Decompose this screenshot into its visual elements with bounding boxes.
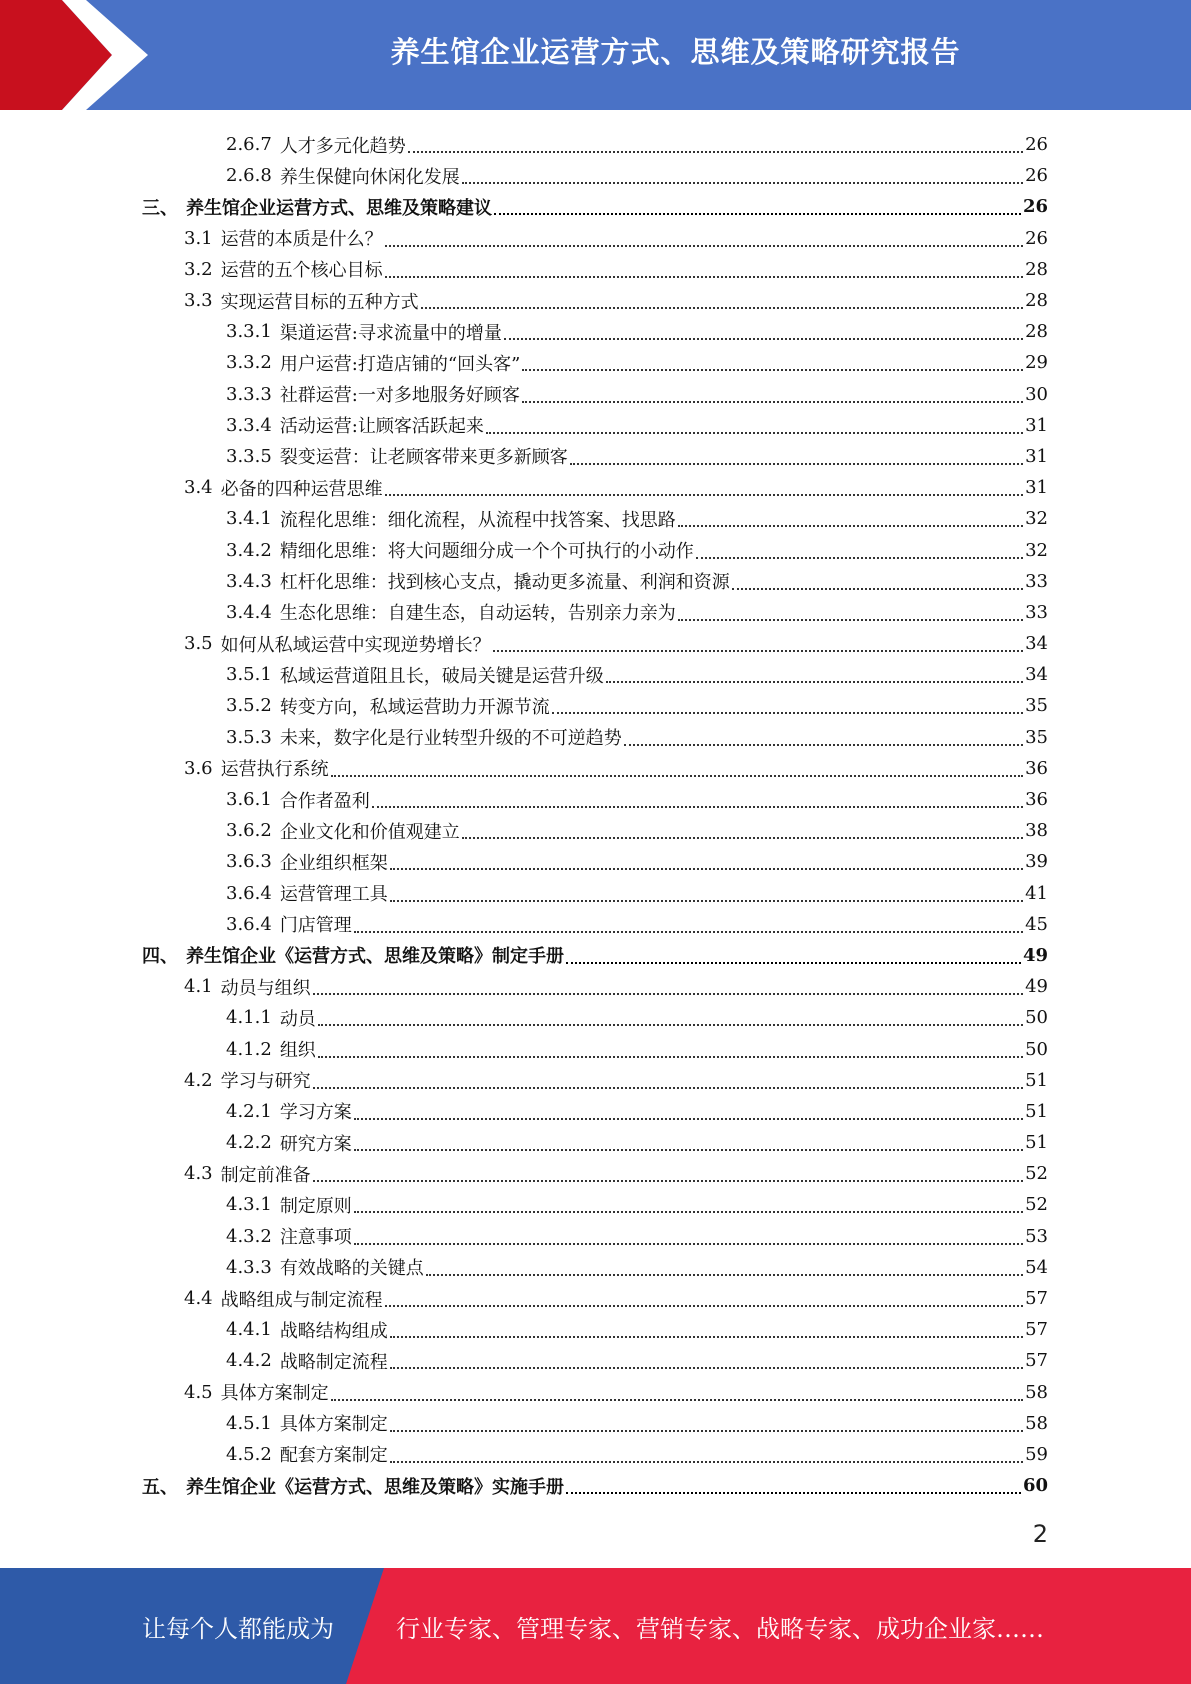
toc-entry-number: 4.4.2 <box>226 1350 272 1372</box>
toc-dot-leader <box>354 1117 1023 1120</box>
toc-entry-title: 实现运营目标的五种方式 <box>220 291 419 313</box>
toc-entry-title: 制定前准备 <box>220 1164 311 1186</box>
toc-entry-page: 51 <box>1025 1069 1048 1091</box>
toc-entry-title: 组织 <box>279 1040 316 1062</box>
toc-entry[interactable] <box>142 784 1048 815</box>
toc-entry-number: 3.4.1 <box>226 508 272 530</box>
toc-entry-title: 运营管理工具 <box>279 884 388 906</box>
toc-entry[interactable] <box>142 659 1048 690</box>
toc-entry[interactable] <box>142 815 1048 846</box>
toc-entry[interactable] <box>142 472 1048 503</box>
toc-entry-page: 31 <box>1025 414 1048 436</box>
toc-entry-page: 36 <box>1025 789 1048 811</box>
toc-entry-page: 33 <box>1025 601 1048 623</box>
toc-entry-number: 4.1 <box>184 976 213 998</box>
toc-entry[interactable] <box>142 441 1048 472</box>
toc-entry-page: 28 <box>1025 258 1048 280</box>
toc-dot-leader <box>732 587 1023 590</box>
toc-entry-title: 具体方案制定 <box>220 1383 329 1405</box>
toc-entry-number: 4.1.2 <box>226 1038 272 1060</box>
toc-entry-page: 32 <box>1025 539 1048 561</box>
toc-entry-title: 精细化思维：将大问题细分成一个个可执行的小动作 <box>279 541 694 563</box>
toc-entry-title: 配套方案制定 <box>279 1445 388 1467</box>
toc-entry[interactable] <box>142 971 1048 1002</box>
toc-entry[interactable] <box>142 223 1048 254</box>
toc-entry-number: 3.5.1 <box>226 664 272 686</box>
toc-dot-leader <box>390 867 1023 870</box>
footer-slogan-right: 行业专家、管理专家、营销专家、战略专家、成功企业家…… <box>396 1614 1044 1643</box>
toc-entry[interactable] <box>142 909 1048 940</box>
toc-entry-page: 52 <box>1025 1194 1048 1216</box>
toc-entry-number: 3.6.2 <box>226 820 272 842</box>
toc-entry[interactable] <box>142 878 1048 909</box>
toc-entry-page: 51 <box>1025 1132 1048 1154</box>
toc-entry[interactable] <box>142 285 1048 316</box>
toc-entry-page: 39 <box>1025 851 1048 873</box>
toc-entry-title: 渠道运营:寻求流量中的增量 <box>279 322 502 344</box>
toc-entry-page: 30 <box>1025 383 1048 405</box>
toc-entry[interactable] <box>142 410 1048 441</box>
toc-entry-number: 3.6.1 <box>226 789 272 811</box>
toc-dot-leader <box>678 618 1023 621</box>
toc-entry-number: 3.3.2 <box>226 352 272 374</box>
toc-entry-title: 企业文化和价值观建立 <box>279 821 460 843</box>
toc-entry-number: 3.6.4 <box>226 913 272 935</box>
toc-entry[interactable] <box>142 254 1048 285</box>
footer-banner <box>0 1568 1191 1684</box>
toc-entry-title: 门店管理 <box>279 915 352 937</box>
toc-entry-page: 26 <box>1025 134 1048 156</box>
toc-entry[interactable] <box>142 534 1048 565</box>
toc-entry[interactable] <box>142 597 1048 628</box>
toc-entry-number: 3.3.1 <box>226 321 272 343</box>
toc-entry-page: 28 <box>1025 290 1048 312</box>
toc-entry-page: 41 <box>1025 882 1048 904</box>
toc-entry-number: 4.4.1 <box>226 1319 272 1341</box>
toc-entry-number: 4.3.3 <box>226 1256 272 1278</box>
footer-slogan-left: 让每个人都能成为 <box>142 1614 334 1643</box>
toc-dot-leader <box>552 711 1023 714</box>
toc-entry-page: 49 <box>1022 944 1048 966</box>
toc-entry-page: 49 <box>1025 976 1048 998</box>
toc-entry-page: 33 <box>1025 570 1048 592</box>
toc-entry-number: 五、 <box>142 1476 178 1498</box>
toc-entry-title: 有效战略的关键点 <box>279 1258 424 1280</box>
toc-dot-leader <box>354 1210 1023 1213</box>
toc-entry[interactable] <box>142 1377 1048 1408</box>
toc-entry-number: 3.6.3 <box>226 851 272 873</box>
toc-entry-page: 36 <box>1025 757 1048 779</box>
toc-entry-title: 动员与组织 <box>220 977 311 999</box>
toc-entry-number: 3.6 <box>184 757 213 779</box>
toc-dot-leader <box>313 1086 1023 1089</box>
toc-entry-page: 31 <box>1025 445 1048 467</box>
toc-entry-title: 转变方向，私域运营助力开源节流 <box>279 696 550 718</box>
toc-dot-leader <box>354 930 1023 933</box>
toc-entry[interactable] <box>142 846 1048 877</box>
toc-entry-page: 34 <box>1025 664 1048 686</box>
toc-dot-leader <box>354 1148 1023 1151</box>
toc-entry-number: 4.3.1 <box>226 1194 272 1216</box>
toc-entry-title: 人才多元化趋势 <box>279 135 406 157</box>
toc-entry-number: 4.2.1 <box>226 1100 272 1122</box>
toc-entry[interactable] <box>142 566 1048 597</box>
toc-entry-number: 3.1 <box>184 227 213 249</box>
toc-entry-title: 合作者盈利 <box>279 790 370 812</box>
toc-dot-leader <box>385 275 1023 278</box>
toc-entry-number: 3.4.4 <box>226 601 272 623</box>
toc-dot-leader <box>390 1460 1023 1463</box>
toc-dot-leader <box>494 212 1021 215</box>
toc-entry[interactable] <box>142 160 1048 191</box>
toc-entry-title: 如何从私域运营中实现逆势增长？ <box>220 634 491 656</box>
toc-entry-number: 3.3.5 <box>226 445 272 467</box>
toc-entry-page: 57 <box>1025 1350 1048 1372</box>
toc-dot-leader <box>678 524 1023 527</box>
toc-entry-page: 26 <box>1025 165 1048 187</box>
toc-dot-leader <box>504 337 1023 340</box>
toc-entry-page: 57 <box>1025 1288 1048 1310</box>
toc-entry-title: 战略组成与制定流程 <box>220 1289 383 1311</box>
toc-entry-number: 2.6.8 <box>226 165 272 187</box>
toc-entry[interactable] <box>142 1470 1048 1501</box>
toc-entry[interactable] <box>142 129 1048 160</box>
toc-dot-leader <box>390 1366 1023 1369</box>
toc-entry-number: 4.5 <box>184 1381 213 1403</box>
toc-entry-number: 3.4.2 <box>226 539 272 561</box>
toc-entry[interactable] <box>142 1221 1048 1252</box>
toc-entry-title: 运营的本质是什么？ <box>220 229 383 251</box>
toc-dot-leader <box>421 306 1023 309</box>
toc-entry[interactable] <box>142 379 1048 410</box>
toc-entry-title: 生态化思维：自建生态，自动运转，告别亲力亲为 <box>279 603 676 625</box>
toc-entry-title: 未来，数字化是行业转型升级的不可逆趋势 <box>279 728 622 750</box>
toc-dot-leader <box>354 1242 1023 1245</box>
toc-entry-page: 50 <box>1025 1038 1048 1060</box>
toc-entry-page: 53 <box>1025 1225 1048 1247</box>
toc-entry-page: 50 <box>1025 1007 1048 1029</box>
toc-entry-title: 研究方案 <box>279 1133 352 1155</box>
toc-dot-leader <box>566 1491 1021 1494</box>
toc-dot-leader <box>696 556 1023 559</box>
toc-entry-number: 3.4 <box>184 477 213 499</box>
toc-entry-title: 注意事项 <box>279 1227 352 1249</box>
toc-entry-title: 运营执行系统 <box>220 759 329 781</box>
toc-entry[interactable] <box>142 1096 1048 1127</box>
toc-dot-leader <box>390 899 1023 902</box>
toc-entry-page: 60 <box>1022 1475 1048 1497</box>
toc-entry-page: 32 <box>1025 508 1048 530</box>
toc-dot-leader <box>522 400 1023 403</box>
toc-entry-page: 26 <box>1025 227 1048 249</box>
toc-entry-title: 具体方案制定 <box>279 1414 388 1436</box>
toc-dot-leader <box>606 680 1023 683</box>
toc-entry-title: 养生馆企业运营方式、思维及策略建议 <box>186 197 492 219</box>
toc-entry[interactable] <box>142 1408 1048 1439</box>
toc-entry-page: 34 <box>1025 633 1048 655</box>
toc-dot-leader <box>331 1398 1023 1401</box>
toc-entry-title: 企业组织框架 <box>279 852 388 874</box>
toc-entry-title: 裂变运营：让老顾客带来更多新顾客 <box>279 447 568 469</box>
toc-entry-number: 3.5.2 <box>226 695 272 717</box>
toc-dot-leader <box>624 743 1023 746</box>
toc-entry-number: 4.2 <box>184 1069 213 1091</box>
toc-entry-number: 2.6.7 <box>226 134 272 156</box>
toc-entry-title: 动员 <box>279 1008 316 1030</box>
toc-dot-leader <box>493 649 1023 652</box>
toc-entry-page: 26 <box>1022 196 1048 218</box>
toc-dot-leader <box>390 1429 1023 1432</box>
toc-entry-number: 4.3.2 <box>226 1225 272 1247</box>
toc-entry-page: 59 <box>1025 1443 1048 1465</box>
toc-dot-leader <box>385 493 1023 496</box>
header-banner <box>0 0 1191 110</box>
toc-entry[interactable] <box>142 1002 1048 1033</box>
toc-entry-page: 52 <box>1025 1163 1048 1185</box>
toc-entry-title: 运营的五个核心目标 <box>220 260 383 282</box>
toc-entry-page: 38 <box>1025 820 1048 842</box>
toc-entry-number: 4.4 <box>184 1288 213 1310</box>
toc-dot-leader <box>522 368 1023 371</box>
toc-dot-leader <box>372 805 1023 808</box>
toc-entry[interactable] <box>142 1439 1048 1470</box>
toc-entry-page: 58 <box>1025 1381 1048 1403</box>
toc-entry-number: 3.3 <box>184 290 213 312</box>
toc-entry-page: 57 <box>1025 1319 1048 1341</box>
toc-entry-page: 31 <box>1025 477 1048 499</box>
toc-entry[interactable] <box>142 1314 1048 1345</box>
toc-dot-leader <box>570 462 1023 465</box>
toc-entry[interactable] <box>142 1158 1048 1189</box>
toc-entry-page: 28 <box>1025 321 1048 343</box>
toc-entry-title: 战略结构组成 <box>279 1320 388 1342</box>
toc-entry[interactable] <box>142 690 1048 721</box>
toc-entry[interactable] <box>142 191 1048 222</box>
toc-entry-title: 活动运营:让顾客活跃起来 <box>279 416 484 438</box>
toc-entry[interactable] <box>142 753 1048 784</box>
toc-entry-number: 3.3.3 <box>226 383 272 405</box>
toc-entry-number: 四、 <box>142 946 178 968</box>
toc-entry-title: 用户运营:打造店铺的“回头客” <box>279 353 521 375</box>
toc-entry-title: 杠杆化思维：找到核心支点，撬动更多流量、利润和资源 <box>279 572 730 594</box>
toc-dot-leader <box>313 992 1023 995</box>
toc-entry[interactable] <box>142 1189 1048 1220</box>
table-of-contents <box>142 129 1048 1501</box>
toc-dot-leader <box>385 1304 1023 1307</box>
toc-entry-title: 养生馆企业《运营方式、思维及策略》实施手册 <box>186 1476 564 1498</box>
toc-entry-title: 制定原则 <box>279 1195 352 1217</box>
report-title: 养生馆企业运营方式、思维及策略研究报告 <box>390 34 961 69</box>
toc-entry-number: 4.3 <box>184 1163 213 1185</box>
toc-entry-title: 学习与研究 <box>220 1071 311 1093</box>
toc-entry-page: 51 <box>1025 1100 1048 1122</box>
toc-dot-leader <box>426 1273 1023 1276</box>
toc-entry[interactable] <box>142 628 1048 659</box>
toc-entry-title: 战略制定流程 <box>279 1351 388 1373</box>
page-number: 2 <box>1032 1520 1048 1548</box>
toc-entry[interactable] <box>142 1033 1048 1064</box>
toc-entry-number: 4.2.2 <box>226 1132 272 1154</box>
toc-entry[interactable] <box>142 316 1048 347</box>
toc-entry[interactable] <box>142 347 1048 378</box>
toc-entry-page: 45 <box>1025 913 1048 935</box>
toc-dot-leader <box>390 1335 1023 1338</box>
toc-entry-title: 社群运营:一对多地服务好顾客 <box>279 385 520 407</box>
toc-dot-leader <box>566 961 1021 964</box>
toc-entry-title: 流程化思维：细化流程，从流程中找答案、找思路 <box>279 509 676 531</box>
toc-entry-number: 4.5.2 <box>226 1443 272 1465</box>
toc-dot-leader <box>462 836 1023 839</box>
toc-entry[interactable] <box>142 1127 1048 1158</box>
toc-dot-leader <box>385 244 1023 247</box>
toc-dot-leader <box>318 1055 1023 1058</box>
toc-entry-page: 35 <box>1025 695 1048 717</box>
toc-dot-leader <box>313 1179 1023 1182</box>
toc-dot-leader <box>486 431 1023 434</box>
toc-dot-leader <box>331 774 1023 777</box>
toc-entry[interactable] <box>142 1345 1048 1376</box>
toc-entry-number: 3.3.4 <box>226 414 272 436</box>
toc-entry-number: 3.6.4 <box>226 882 272 904</box>
toc-entry[interactable] <box>142 940 1048 971</box>
toc-entry[interactable] <box>142 722 1048 753</box>
toc-dot-leader <box>408 150 1023 153</box>
toc-entry-title: 养生保健向休闲化发展 <box>279 166 460 188</box>
toc-entry-page: 54 <box>1025 1256 1048 1278</box>
toc-entry-title: 私域运营道阻且长，破局关键是运营升级 <box>279 665 604 687</box>
toc-entry-number: 4.1.1 <box>226 1007 272 1029</box>
toc-dot-leader <box>462 181 1023 184</box>
toc-entry-title: 必备的四种运营思维 <box>220 478 383 500</box>
toc-entry-title: 养生馆企业《运营方式、思维及策略》制定手册 <box>186 946 564 968</box>
toc-entry-number: 3.5 <box>184 633 213 655</box>
toc-entry-number: 三、 <box>142 197 178 219</box>
toc-dot-leader <box>318 1023 1023 1026</box>
toc-entry-title: 学习方案 <box>279 1102 352 1124</box>
toc-entry[interactable] <box>142 1065 1048 1096</box>
toc-entry-number: 3.5.3 <box>226 726 272 748</box>
toc-entry-number: 4.5.1 <box>226 1412 272 1434</box>
toc-entry-page: 58 <box>1025 1412 1048 1434</box>
toc-entry[interactable] <box>142 1252 1048 1283</box>
toc-entry-page: 29 <box>1025 352 1048 374</box>
toc-entry[interactable] <box>142 1283 1048 1314</box>
toc-entry[interactable] <box>142 503 1048 534</box>
toc-entry-number: 3.2 <box>184 258 213 280</box>
toc-entry-page: 35 <box>1025 726 1048 748</box>
toc-entry-number: 3.4.3 <box>226 570 272 592</box>
